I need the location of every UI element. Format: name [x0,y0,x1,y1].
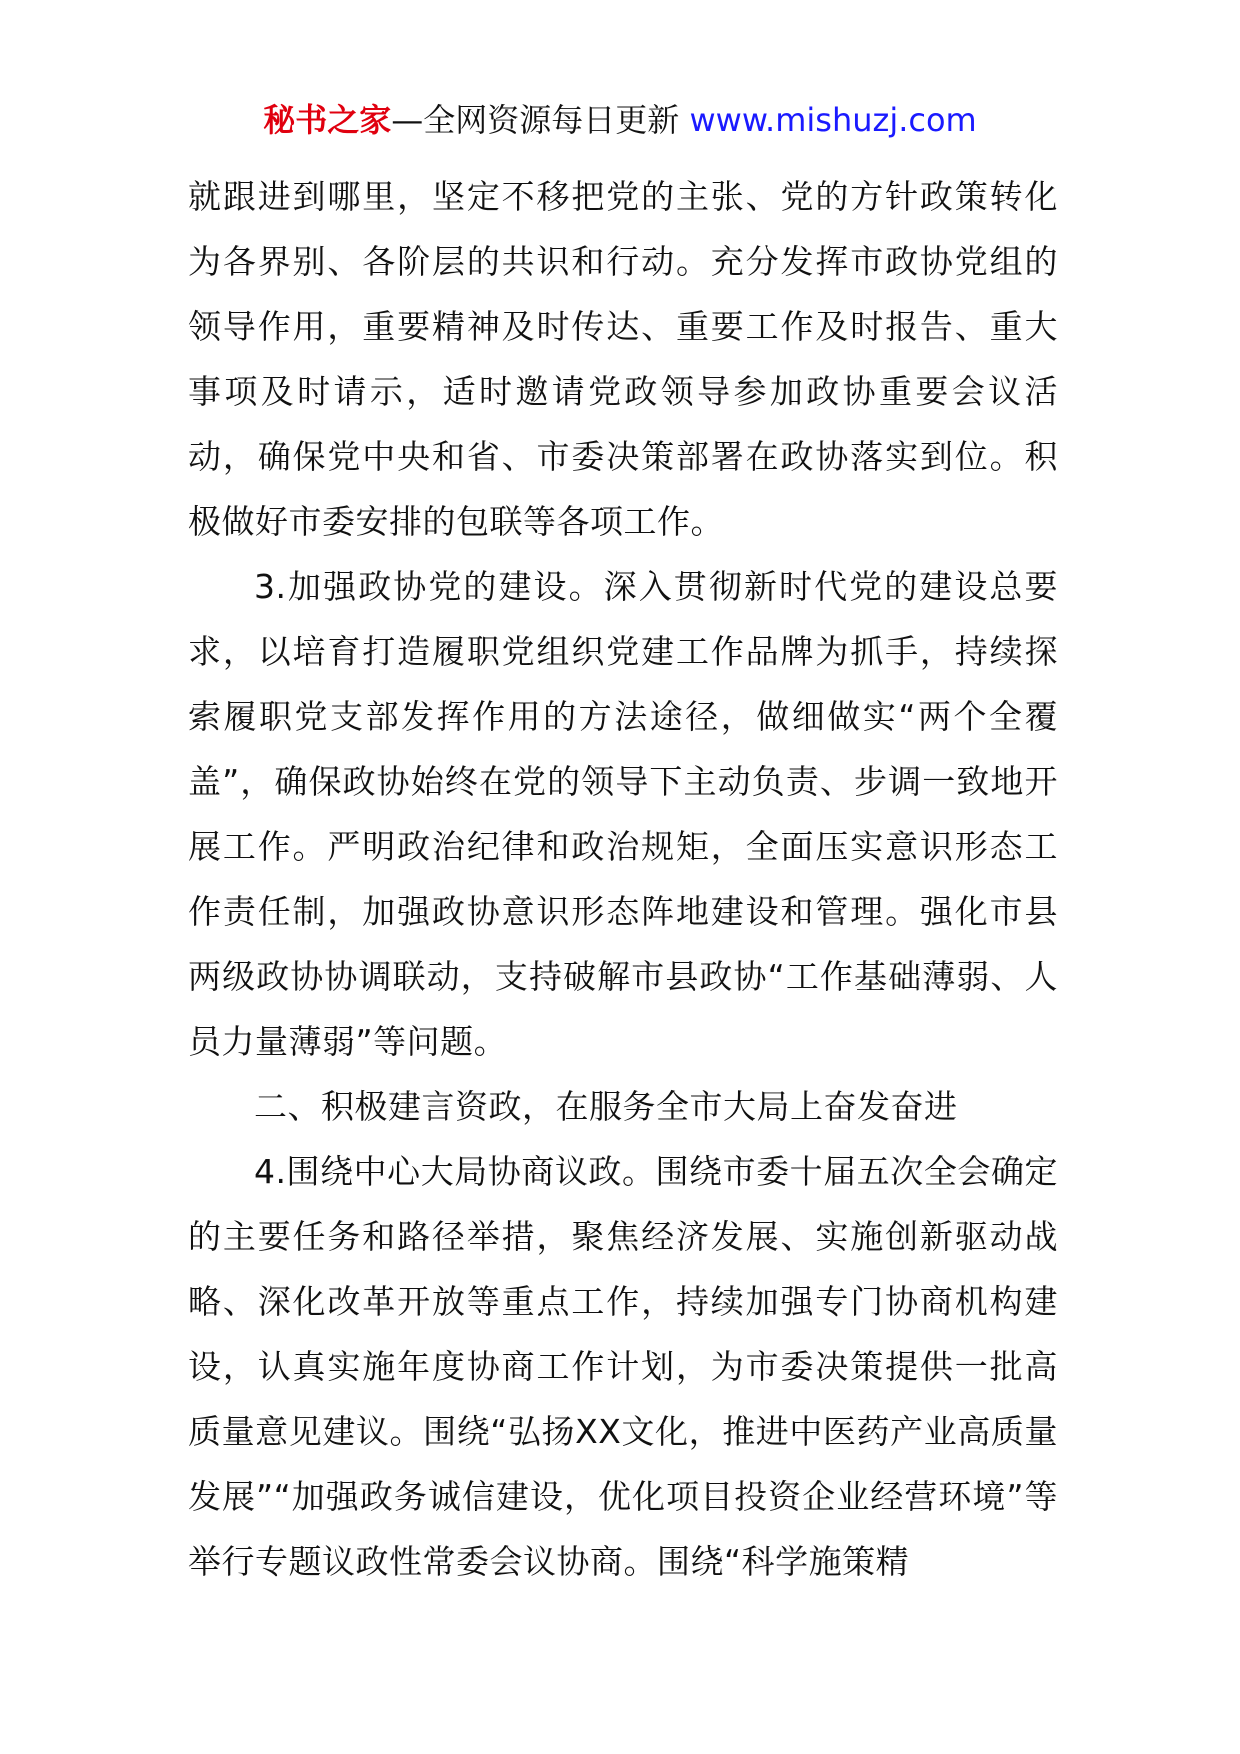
site-url-link[interactable]: www.mishuzj.com [689,101,977,139]
site-brand: 秘书之家 [263,101,392,139]
site-tagline: —全网资源每日更新 [391,101,680,139]
paragraph-continuation: 就跟进到哪里，坚定不移把党的主张、党的方针政策转化为各界别、各阶层的共识和行动。充分发挥市政协党组的领导作用，重要精神及时传达、重要工作及时报告、重大事项及时请示，适时邀请党政领导参加政协重要会议活动，确保党中央和省、市委决策部署在政协落实到位。积极做好市委安排的包联等各项工作。 [188,177,1058,541]
paragraph-consultation: 4.围绕中心大局协商议政。围绕市委十届五次全会确定的主要任务和路径举措，聚焦经济发展、实施创新驱动战略、深化改革开放等重点工作，持续加强专门协商机构建设，认真实施年度协商工作计划，为市委决策提供一批高质量意见建议。围绕“弘扬XX文化，推进中医药产业高质量发展”“加强政务诚信建设，优化项目投资企业经营环境”等举行专题议政性常委会议协商。围绕“科学施策精 [188,1152,1058,1581]
paragraph-party-building: 3.加强政协党的建设。深入贯彻新时代党的建设总要求，以培育打造履职党组织党建工作品牌为抓手，持续探索履职党支部发挥作用的方法途径，做细做实“两个全覆盖”，确保政协始终在党的领导下主动负责、步调一致地开展工作。严明政治纪律和政治规矩，全面压实意识形态工作责任制，加强政协意识形态阵地建设和管理。强化市县两级政协协调联动，支持破解市县政协“工作基础薄弱、人员力量薄弱”等问题。 [188,567,1058,1061]
section-heading-2: 二、积极建言资政，在服务全市大局上奋发奋进 [254,1087,958,1126]
document-body [188,164,1058,1594]
site-header [0,98,1240,142]
